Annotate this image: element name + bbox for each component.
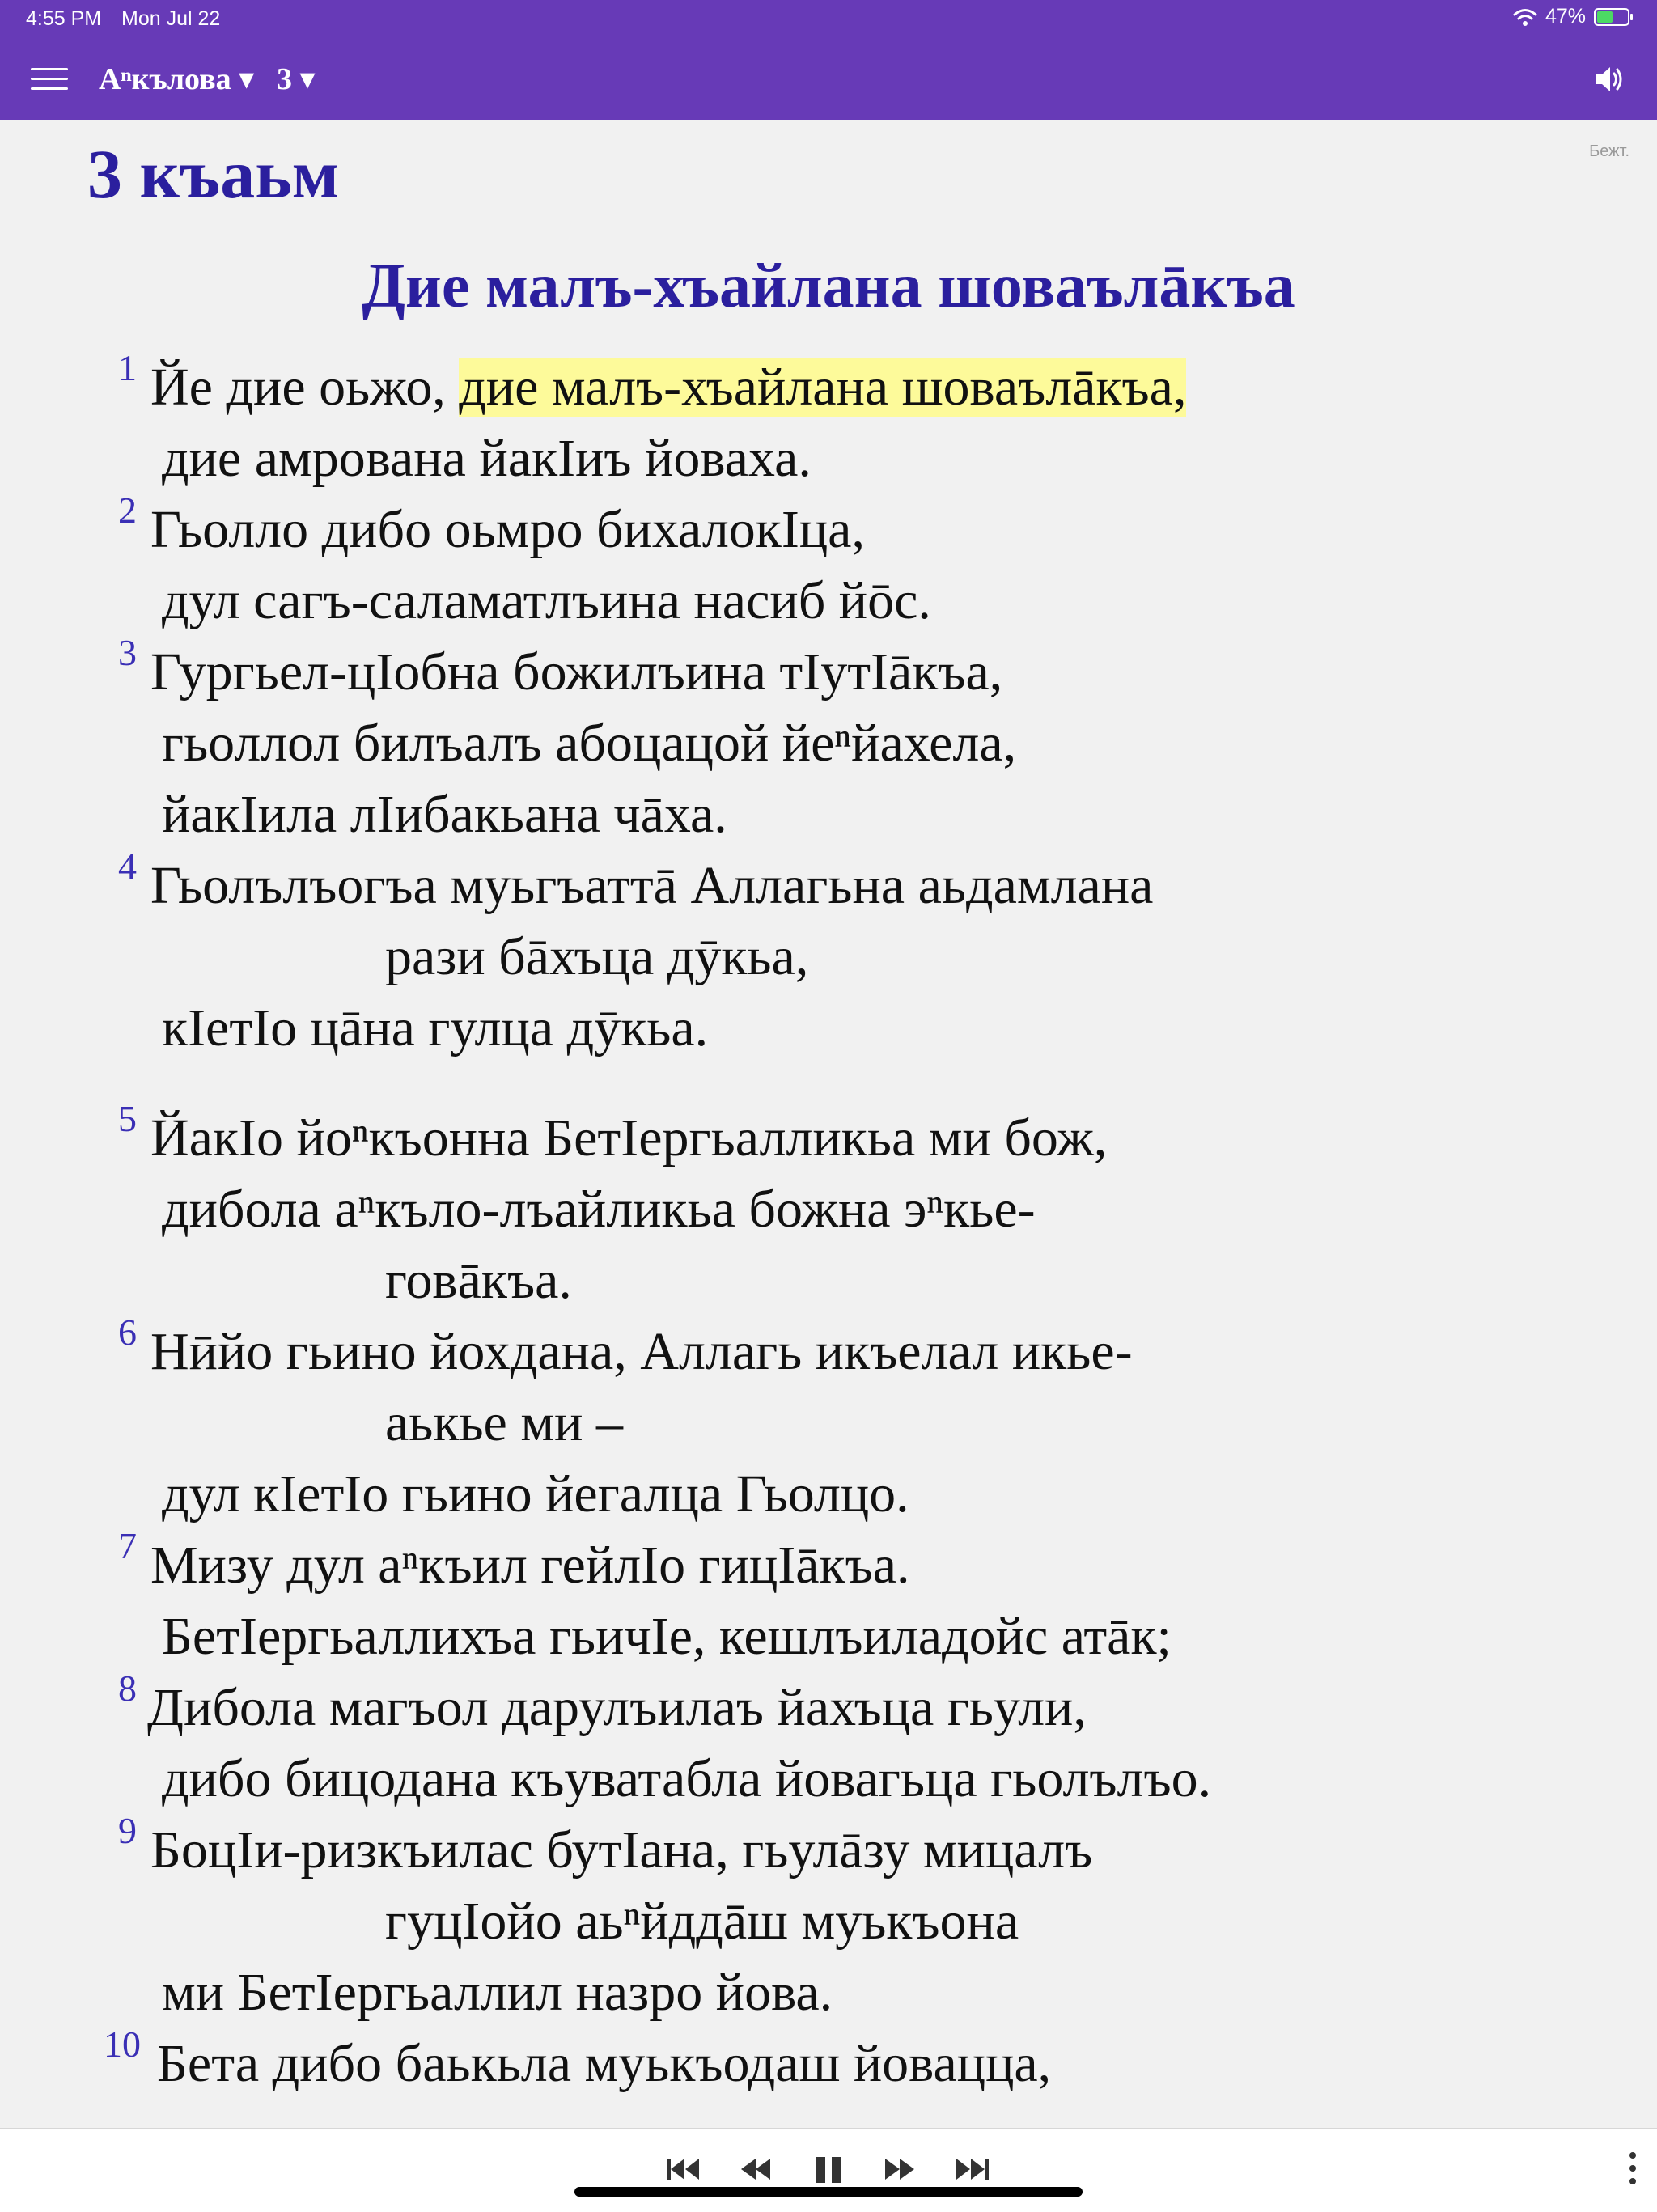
verse-line[interactable]: дибо бицодана къуватабла йовагьца гьолълъо. xyxy=(162,1749,1212,1808)
more-vertical-icon[interactable] xyxy=(1628,2151,1638,2186)
verse-line[interactable]: говāкъа. xyxy=(385,1251,572,1310)
verse-number[interactable]: 3 xyxy=(118,632,137,673)
verse-line[interactable]: гьоллол билъалъ абоцацой йеⁿйахела, xyxy=(162,714,1017,773)
verse-line[interactable]: аькье ми – xyxy=(385,1393,623,1452)
verse-line[interactable]: дул сагъ-саламатлъина насиб йōс. xyxy=(162,571,931,630)
verse-line[interactable]: БоцIи-ризкъилас бутIана, гьулāзу мицалъ xyxy=(150,1820,1093,1879)
pause-icon[interactable] xyxy=(812,2151,845,2188)
skip-to-start-icon[interactable] xyxy=(663,2151,702,2188)
speaker-icon[interactable] xyxy=(1592,63,1625,95)
verse-line[interactable]: БетIергьаллихъа гьичIе, кешлъиладойс атāк; xyxy=(162,1607,1172,1666)
verse-line[interactable]: гуцIойо аьⁿйддāш муькъона xyxy=(385,1892,1019,1951)
verse-line[interactable]: йакIила лIибакьана чāха. xyxy=(162,785,727,844)
verse-line[interactable]: Бета дибо баькьла муькъодаш йовацца, xyxy=(157,2034,1052,2093)
verse-line[interactable]: Гьолло дибо оьмро бихалокIца, xyxy=(150,500,865,559)
verse-line[interactable]: Мизу дул аⁿкъил гейлIо гицIāкъа. xyxy=(150,1536,910,1595)
verse-line[interactable]: кIетIо цāна гулца дӯкьа. xyxy=(162,998,709,1057)
chapter-selector[interactable]: 3 ▾ xyxy=(277,62,316,96)
hamburger-icon[interactable] xyxy=(31,65,68,92)
section-heading: Дие малъ-хъайлана шоваълāкъа xyxy=(362,250,1295,320)
verse-number[interactable]: 8 xyxy=(118,1667,137,1709)
verse-line[interactable]: ми БетIергьаллил назро йова. xyxy=(162,1963,833,2022)
status-right xyxy=(1513,5,1629,28)
verse-line[interactable]: Йе дие оьжо, дие малъ-хъайлана шоваълāкъа, xyxy=(150,358,1187,417)
verse-line[interactable]: дие амрована йакIиъ йоваха. xyxy=(162,429,812,488)
verse-number[interactable]: 5 xyxy=(118,1098,137,1139)
verse-line[interactable]: Дибола магъол дарулъилаъ йахъца гьули, xyxy=(147,1678,1087,1737)
verse-line[interactable]: ЙакIо йоⁿкъонна БетIергьалликьа ми бож, xyxy=(150,1108,1108,1167)
app-toolbar xyxy=(0,39,1657,120)
rewind-icon[interactable] xyxy=(738,2151,773,2188)
verse-number[interactable]: 4 xyxy=(118,845,137,887)
verse-number[interactable]: 6 xyxy=(118,1312,137,1353)
battery-level xyxy=(1597,11,1613,23)
verse-number[interactable]: 10 xyxy=(104,2023,141,2065)
wifi-icon xyxy=(1513,7,1537,27)
battery-percent: 47% xyxy=(1545,5,1586,28)
skip-to-end-icon[interactable] xyxy=(953,2151,992,2188)
status-bar xyxy=(0,0,1657,39)
battery-icon xyxy=(1594,8,1629,26)
verse-line[interactable]: Гургьел-цIобна божилъина тIутIāкъа, xyxy=(150,642,1003,701)
chapter-title: 3 къаьм xyxy=(87,135,340,213)
home-indicator xyxy=(574,2187,1083,2197)
verse-number[interactable]: 1 xyxy=(118,347,137,388)
verse-line[interactable]: Нӣйо гьино йохдана, Аллагь икъелал икье- xyxy=(150,1322,1133,1381)
back-translation-label[interactable]: Бежт. xyxy=(1589,142,1629,160)
verse-line[interactable]: рази бāхъца дӯкьа, xyxy=(385,927,809,986)
verse-line[interactable]: Гьолълъогъа муьгъаттā Аллагьна аьдамлана xyxy=(150,856,1154,915)
verse-line[interactable]: дул кIетIо гьино йегалца Гьолцо. xyxy=(162,1464,909,1523)
book-selector[interactable]: Аⁿкълова ▾ xyxy=(99,62,255,96)
highlighted-text[interactable]: дие малъ-хъайлана шоваълāкъа, xyxy=(459,358,1187,417)
verse-number[interactable]: 2 xyxy=(118,489,137,531)
verse-number[interactable]: 9 xyxy=(118,1810,137,1851)
status-time: 4:55 PM xyxy=(26,7,102,30)
status-date: Mon Jul 22 xyxy=(121,7,221,30)
fast-forward-icon[interactable] xyxy=(882,2151,917,2188)
audio-player-bar xyxy=(0,2128,1657,2212)
verse-number[interactable]: 7 xyxy=(118,1525,137,1566)
verse-line[interactable]: дибола аⁿкъло-лъайликьа божна эⁿкье- xyxy=(162,1180,1036,1239)
